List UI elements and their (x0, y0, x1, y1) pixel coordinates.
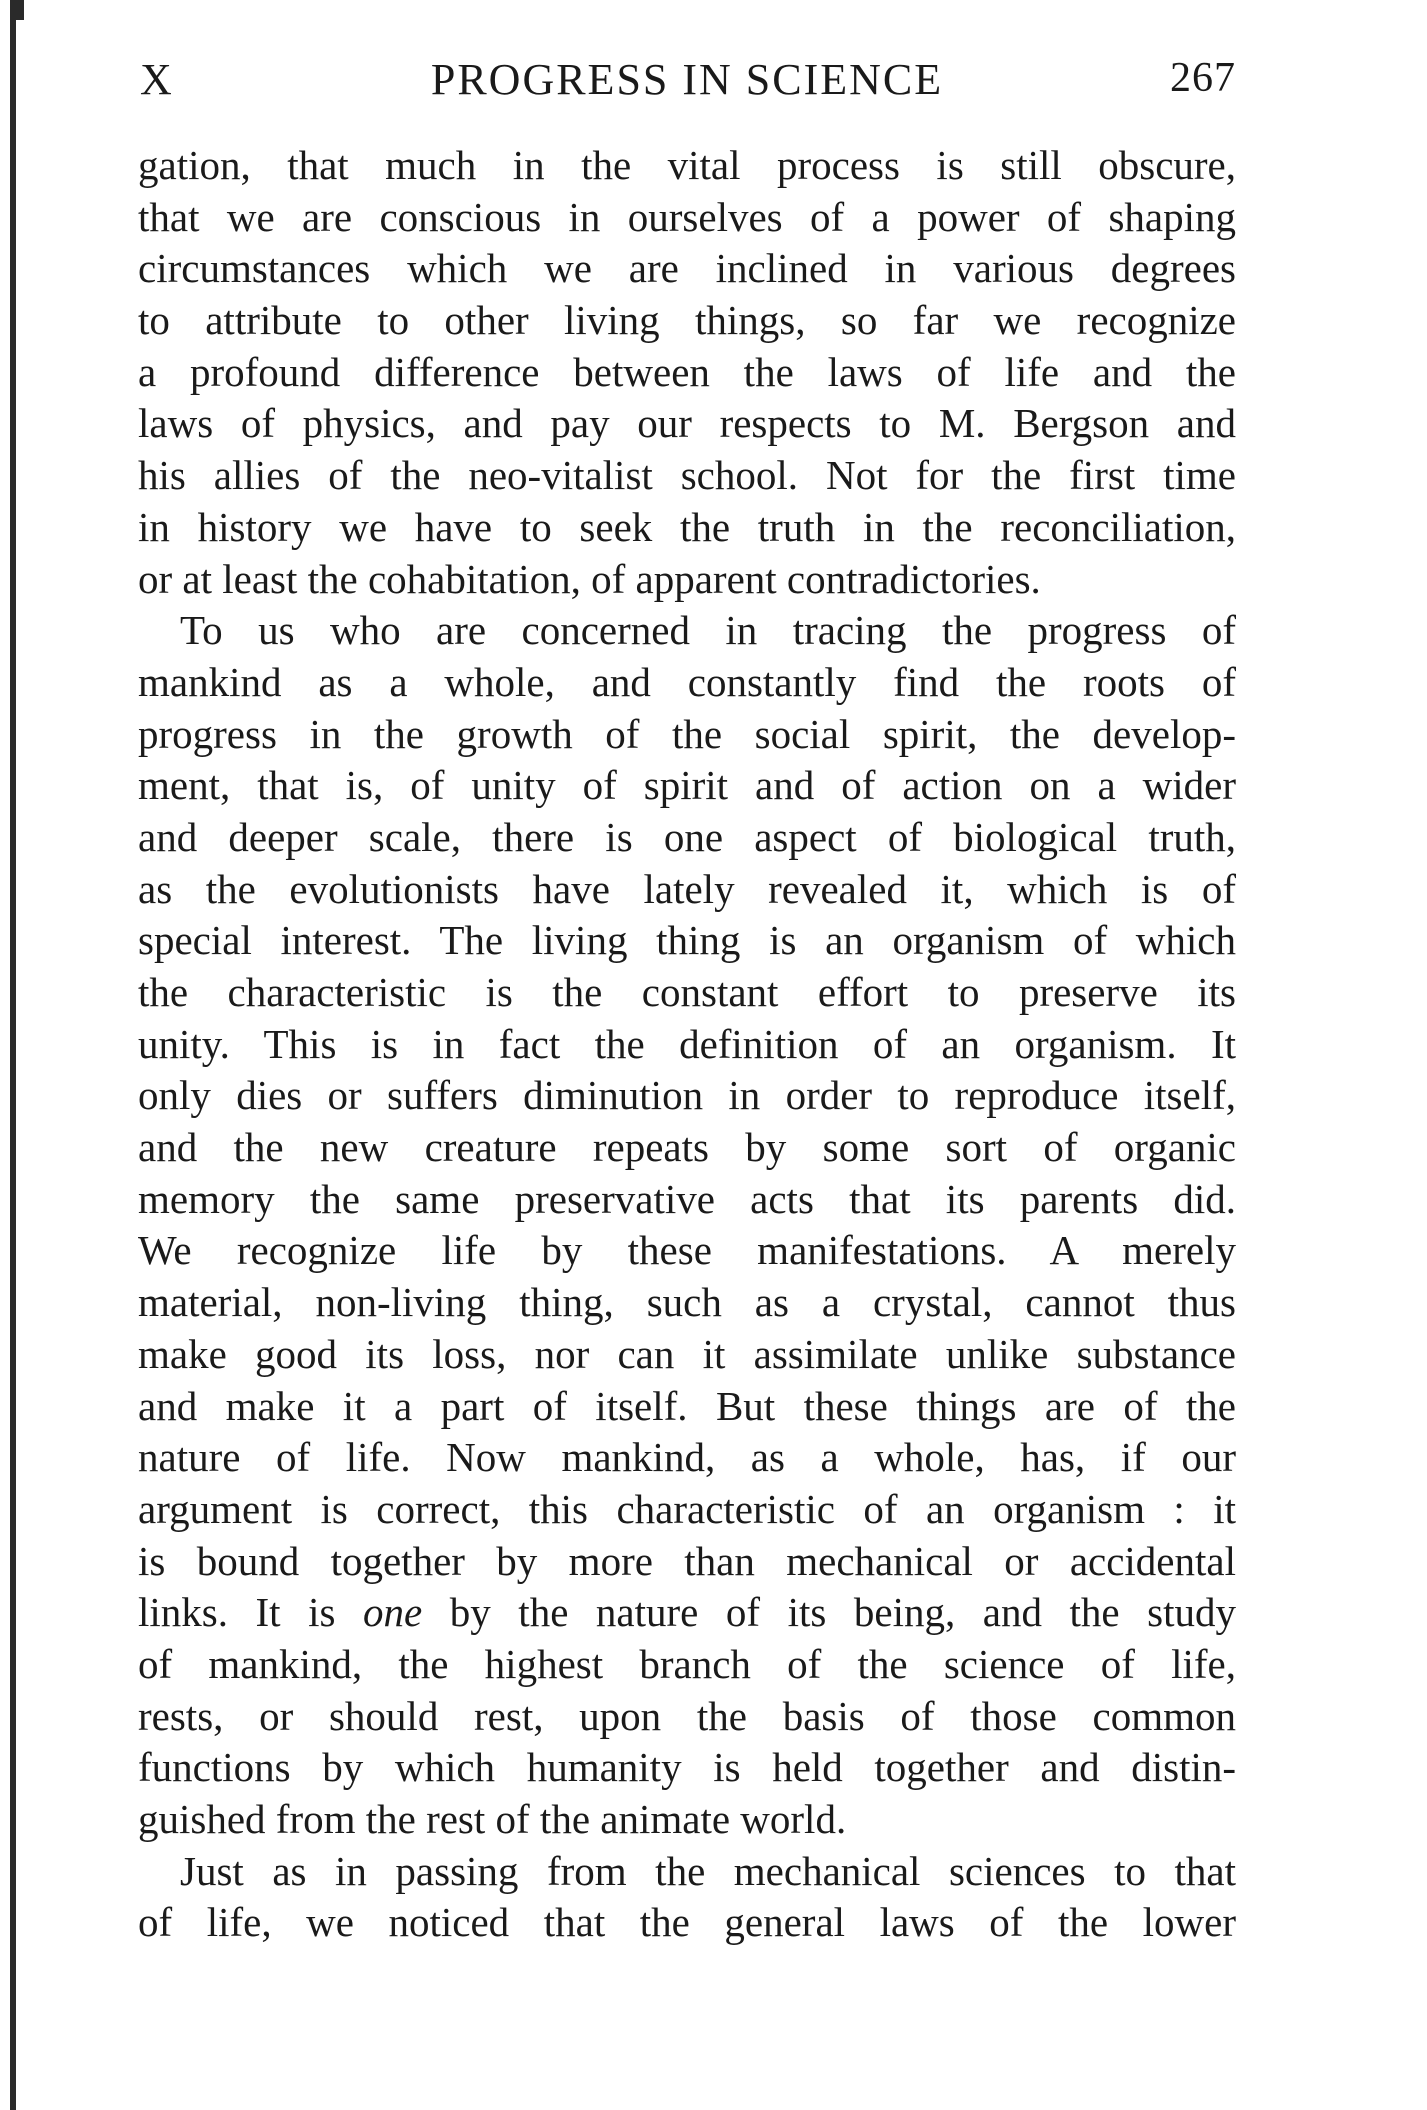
text-line: of mankind, the highest branch of the science of life, (138, 1640, 1236, 1687)
page-number: 267 (1170, 55, 1236, 101)
text-line: and make it a part of itself. But these things are of the (138, 1382, 1236, 1429)
text-line: mankind as a whole, and constantly find the roots of (138, 658, 1236, 705)
chapter-number: X (140, 55, 173, 104)
emphasis-one: one (363, 1589, 423, 1636)
text-line: is bound together by more than mechanical or accidental (138, 1537, 1236, 1584)
text-line: ment, that is, of unity of spirit and of action on a wider (138, 762, 1236, 809)
text-line: make good its loss, nor can it assimilate unlike substance (138, 1330, 1236, 1377)
text-line: nature of life. Now mankind, as a whole, has, if our (138, 1434, 1236, 1481)
text-line: in history we have to seek the truth in the reconciliation, (138, 503, 1236, 550)
text-line: gation, that much in the vital process is still obscure, (138, 142, 1236, 188)
text-line: Just as in passing from the mechanical sciences to that (180, 1847, 1236, 1894)
text-line: unity. This is in fact the definition of an organism. It (138, 1020, 1236, 1067)
text-line: his allies of the neo-vitalist school. Not for the first time (138, 452, 1236, 499)
text-line: material, non-living thing, such as a crystal, cannot thus (138, 1279, 1236, 1326)
text-line: to attribute to other living things, so far we recognize (138, 297, 1236, 344)
binding-edge (10, 0, 16, 2110)
body-text (138, 140, 1236, 1949)
text-line: that we are conscious in ourselves of a power of shaping (138, 193, 1236, 240)
text-line: laws of physics, and pay our respects to M. Bergson and (138, 400, 1236, 447)
text-line: To us who are concerned in tracing the progress of (180, 607, 1236, 654)
text-line: circumstances which we are inclined in various degrees (138, 245, 1236, 292)
text-line: a profound difference between the laws of life and the (138, 348, 1236, 395)
text-line: functions by which humanity is held together and distin- (138, 1744, 1236, 1791)
text-line: argument is correct, this characteristic of an organism : it (138, 1485, 1236, 1532)
text-line: or at least the cohabitation, of apparent contradictories. (138, 555, 1041, 602)
text-line: of life, we noticed that the general laws of the lower (138, 1899, 1236, 1946)
text-line: memory the same preservative acts that its parents did. (138, 1175, 1236, 1222)
text-line: We recognize life by these manifestations. A merely (138, 1227, 1236, 1274)
binding-edge-top (10, 0, 24, 20)
text-line: and deeper scale, there is one aspect of biological truth, (138, 813, 1236, 860)
text-line: special interest. The living thing is an organism of which (138, 917, 1236, 964)
text-line: only dies or suffers diminution in order to reproduce itself, (138, 1072, 1236, 1119)
text-line: progress in the growth of the social spirit, the develop- (138, 710, 1236, 757)
running-head (138, 54, 1236, 114)
text-line: guished from the rest of the animate world. (138, 1796, 847, 1842)
text-run: by the nature of its being, and the study (422, 1589, 1236, 1636)
running-title: PROGRESS IN SCIENCE (430, 55, 944, 104)
text-run: links. It is (138, 1589, 364, 1636)
text-line: the characteristic is the constant effort to preserve its (138, 969, 1236, 1015)
text-line (138, 1587, 1236, 1639)
text-line: rests, or should rest, upon the basis of those common (138, 1692, 1236, 1739)
text-line: as the evolutionists have lately revealed it, which is of (138, 865, 1236, 912)
text-line: and the new creature repeats by some sort of organic (138, 1124, 1236, 1171)
